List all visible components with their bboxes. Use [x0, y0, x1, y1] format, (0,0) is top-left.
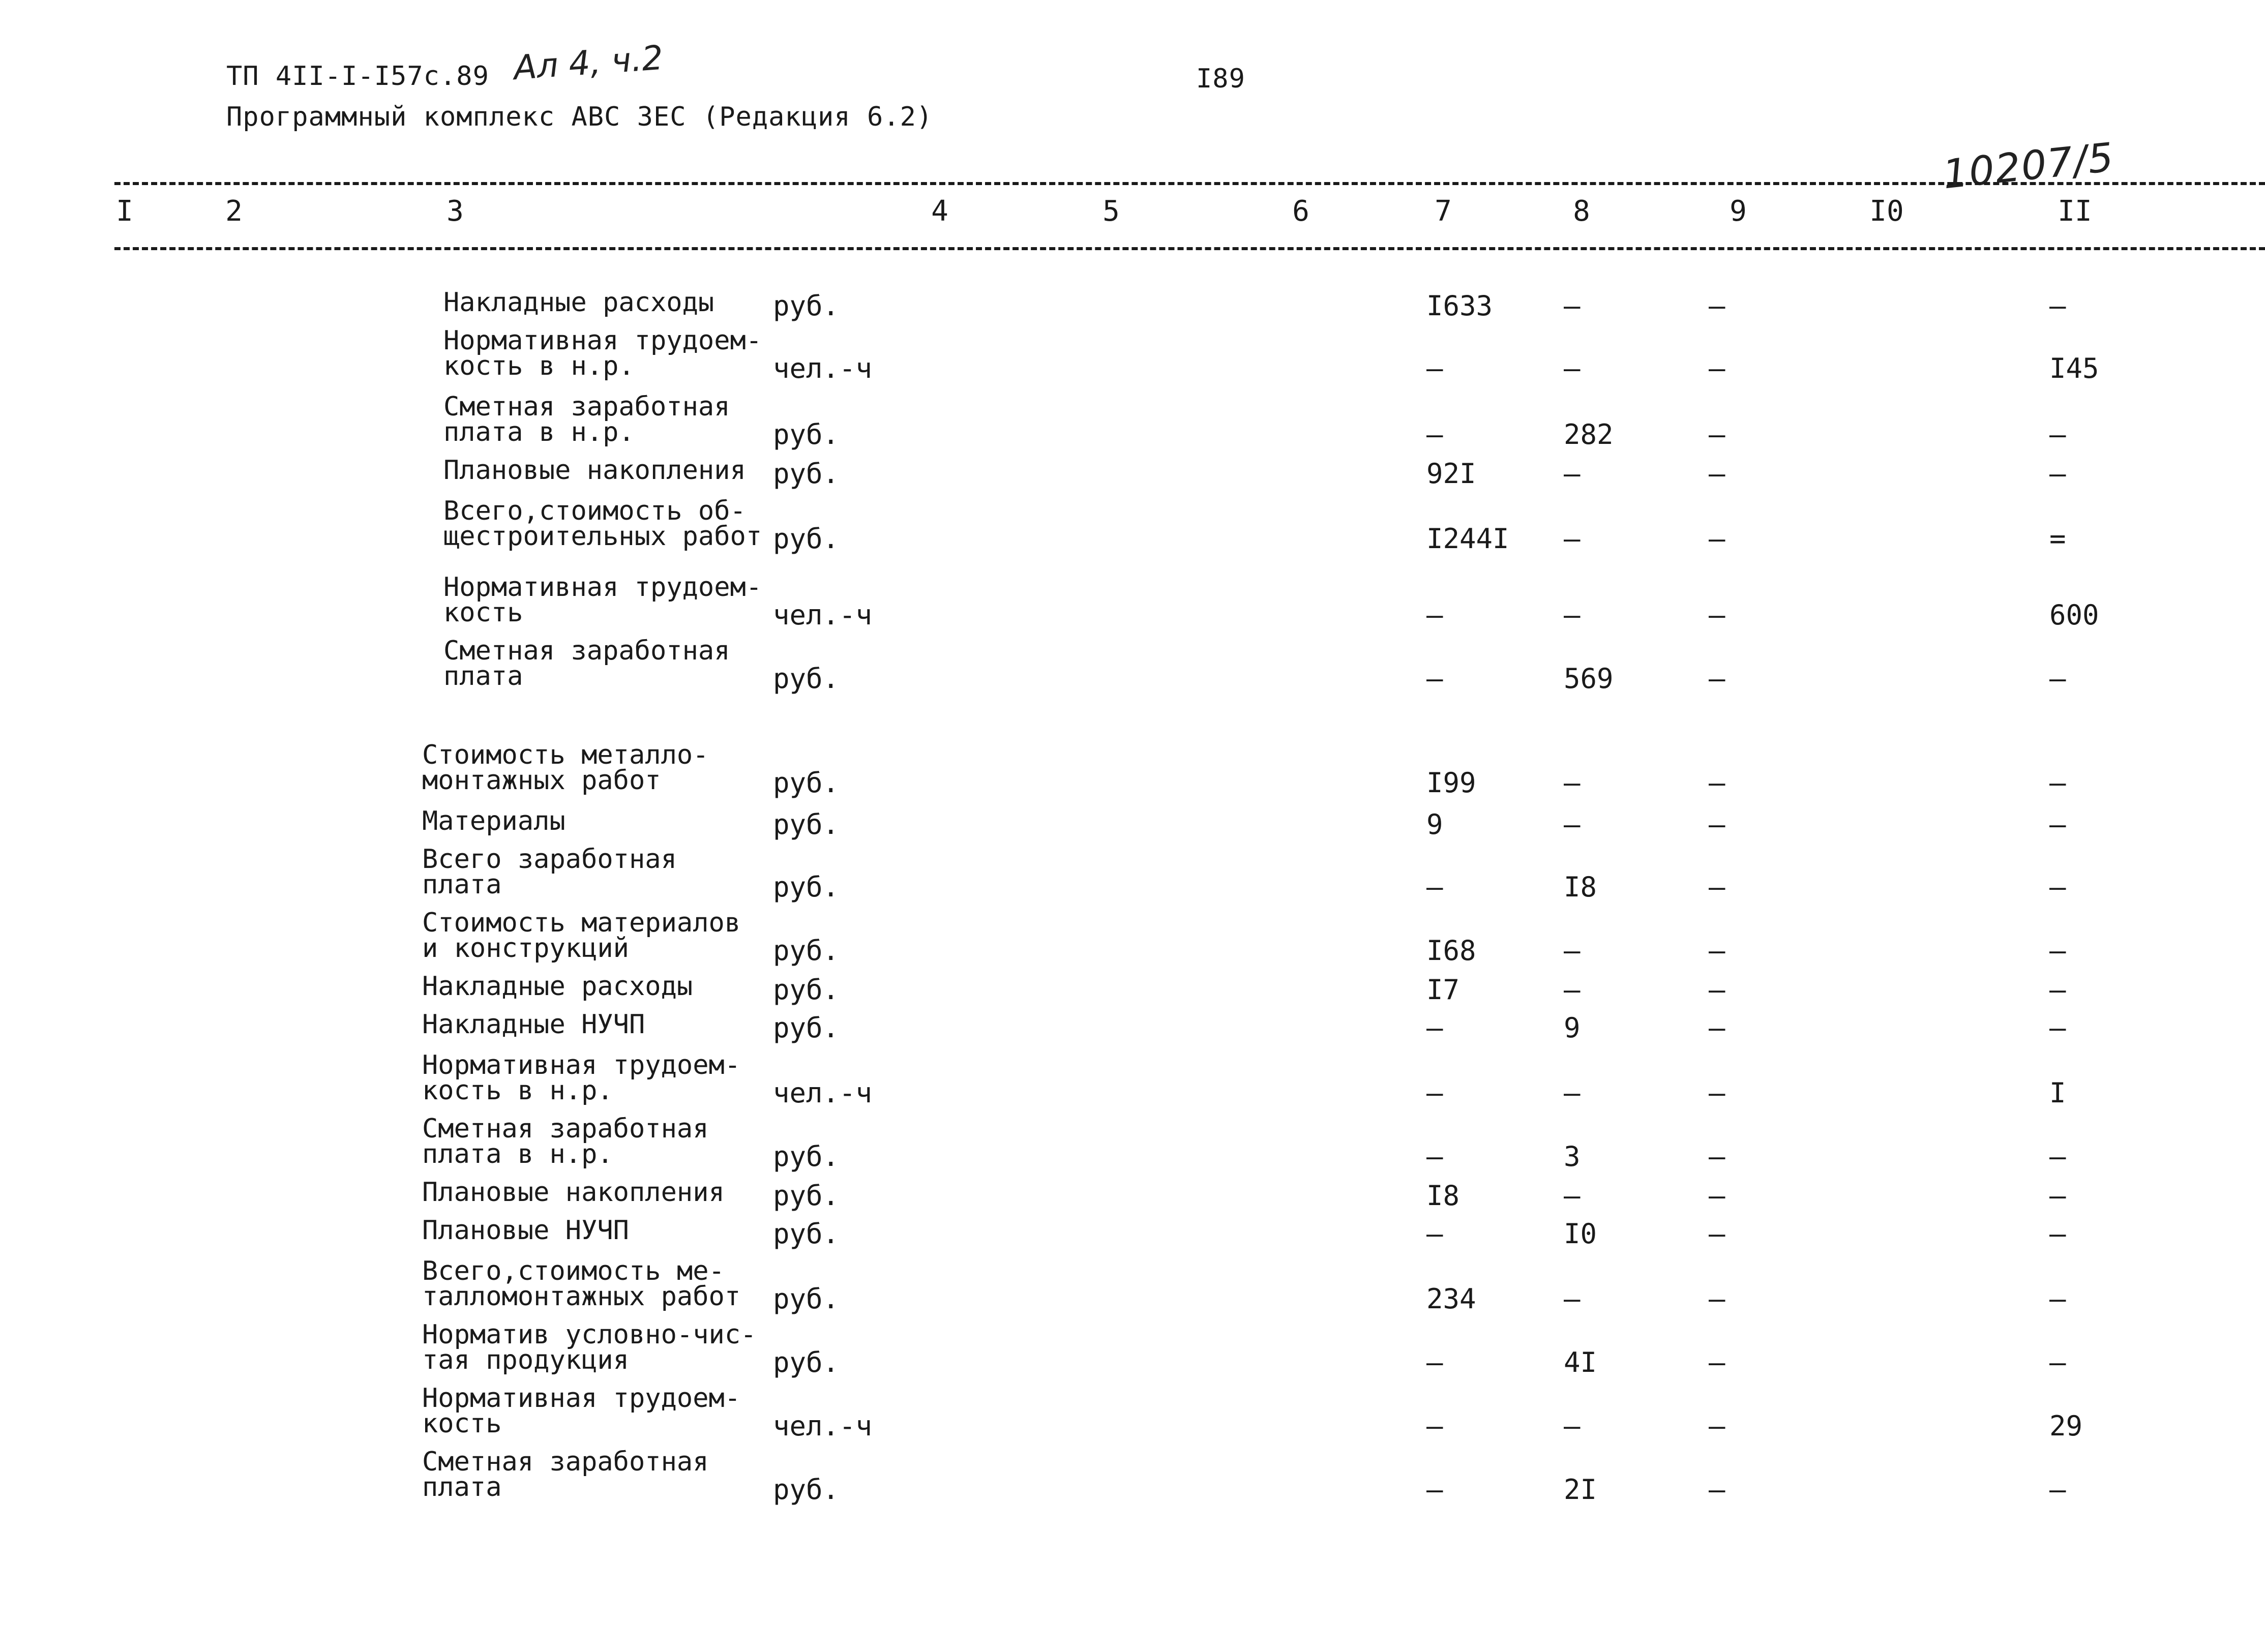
row-label: Нормативная трудоем- кость — [422, 1383, 741, 1439]
column-number: 7 — [1435, 195, 1452, 228]
value-col-7: – — [1426, 1474, 1443, 1506]
value-col-7: – — [1426, 352, 1443, 384]
value-col-11: – — [2049, 1140, 2066, 1173]
row-label: Плановые НУЧП — [422, 1215, 629, 1246]
value-col-7: 92I — [1426, 458, 1476, 490]
row-unit: руб. — [773, 1474, 840, 1506]
row-label: Норматив условно-чис- тая продукция — [422, 1319, 757, 1375]
row-unit: руб. — [773, 1218, 840, 1250]
row-label: Накладные расходы — [443, 287, 714, 318]
table-row — [0, 1116, 2265, 1177]
value-col-7: I7 — [1426, 974, 1460, 1006]
value-col-11: – — [2049, 290, 2066, 322]
row-unit: руб. — [773, 974, 840, 1006]
value-col-7: – — [1426, 418, 1443, 450]
row-label: Материалы — [422, 806, 565, 836]
value-col-8: – — [1564, 974, 1581, 1006]
value-col-9: – — [1709, 1180, 1725, 1212]
value-col-11: – — [2049, 767, 2066, 799]
table-row — [0, 1050, 2265, 1114]
value-col-8: – — [1564, 1180, 1581, 1212]
column-number: 4 — [931, 195, 948, 228]
value-col-9: – — [1709, 523, 1725, 555]
value-col-11: – — [2049, 974, 2066, 1006]
value-col-9: – — [1709, 1218, 1725, 1250]
value-col-8: I0 — [1564, 1218, 1597, 1250]
value-col-9: – — [1709, 1474, 1725, 1506]
handwritten-reference: 10207/5 — [1941, 134, 2117, 198]
row-label: Сметная заработная плата — [422, 1447, 709, 1503]
value-col-11: – — [2049, 808, 2066, 840]
row-label: Нормативная трудоем- кость в н.р. — [443, 325, 762, 381]
row-label: Плановые накопления — [443, 455, 746, 486]
value-col-7: I68 — [1426, 935, 1476, 967]
value-col-7: I244I — [1426, 523, 1509, 555]
value-col-7: – — [1426, 1140, 1443, 1173]
column-number: I0 — [1869, 195, 1904, 228]
value-col-11: – — [2049, 1012, 2066, 1044]
value-col-8: 569 — [1564, 663, 1614, 695]
value-col-8: 282 — [1564, 418, 1614, 450]
value-col-9: – — [1709, 599, 1725, 631]
row-unit: руб. — [773, 663, 840, 695]
value-col-7: – — [1426, 1012, 1443, 1044]
row-unit: руб. — [773, 767, 840, 799]
value-col-11: – — [2049, 1283, 2066, 1315]
value-col-7: – — [1426, 871, 1443, 903]
value-col-7: – — [1426, 1346, 1443, 1378]
column-number: 8 — [1573, 195, 1590, 228]
row-unit: руб. — [773, 1180, 840, 1212]
value-col-9: – — [1709, 871, 1725, 903]
table-row — [0, 1258, 2265, 1319]
document-code: ТП 4II-I-I57с.89 — [226, 61, 489, 92]
column-number: 6 — [1292, 195, 1309, 228]
value-col-9: – — [1709, 418, 1725, 450]
row-unit: чел.-ч — [773, 1410, 873, 1442]
table-row — [0, 1383, 2265, 1447]
row-label: Нормативная трудоем- кость в н.р. — [422, 1050, 741, 1106]
value-col-9: – — [1709, 290, 1725, 322]
value-col-11: – — [2049, 663, 2066, 695]
table-row — [0, 1319, 2265, 1383]
page-number: I89 — [1196, 64, 1245, 94]
value-col-11: 600 — [2049, 599, 2099, 631]
value-col-11: I — [2049, 1077, 2066, 1109]
row-unit: руб. — [773, 523, 840, 555]
value-col-11: 29 — [2049, 1410, 2083, 1442]
table-row — [0, 638, 2265, 699]
value-col-7: I8 — [1426, 1180, 1460, 1212]
value-col-8: – — [1564, 523, 1581, 555]
row-unit: руб. — [773, 871, 840, 903]
row-unit: руб. — [773, 418, 840, 450]
value-col-11: – — [2049, 1218, 2066, 1250]
value-col-8: – — [1564, 290, 1581, 322]
table-row — [0, 1449, 2265, 1510]
value-col-8: 9 — [1564, 1012, 1581, 1044]
value-col-9: – — [1709, 935, 1725, 967]
row-label: Всего заработная плата — [422, 844, 677, 900]
row-unit: руб. — [773, 290, 840, 322]
row-label: Накладные НУЧП — [422, 1009, 645, 1040]
table-row — [0, 325, 2265, 389]
row-unit: руб. — [773, 458, 840, 490]
row-label: Сметная заработная плата — [443, 636, 730, 692]
row-unit: руб. — [773, 1012, 840, 1044]
value-col-8: – — [1564, 935, 1581, 967]
column-number: 5 — [1102, 195, 1120, 228]
value-col-8: 2I — [1564, 1474, 1597, 1506]
table-row — [0, 394, 2265, 455]
value-col-8: – — [1564, 1077, 1581, 1109]
row-label: Сметная заработная плата в н.р. — [422, 1114, 709, 1169]
value-col-11: – — [2049, 1180, 2066, 1212]
value-col-7: – — [1426, 663, 1443, 695]
value-col-8: – — [1564, 458, 1581, 490]
table-row — [0, 910, 2265, 971]
row-unit: чел.-ч — [773, 599, 873, 631]
value-col-9: – — [1709, 352, 1725, 384]
value-col-8: – — [1564, 1283, 1581, 1315]
value-col-8: – — [1564, 808, 1581, 840]
row-unit: руб. — [773, 1140, 840, 1173]
value-col-11: I45 — [2049, 352, 2099, 384]
column-number: 2 — [225, 195, 243, 228]
value-col-7: 234 — [1426, 1283, 1476, 1315]
value-col-9: – — [1709, 1410, 1725, 1442]
value-col-7: I633 — [1426, 290, 1493, 322]
column-number: I — [116, 195, 133, 228]
value-col-9: – — [1709, 1077, 1725, 1109]
table-row — [0, 742, 2265, 803]
row-label: Стоимость материалов и конструкций — [422, 908, 741, 964]
row-unit: руб. — [773, 808, 840, 840]
row-label: Стоимость металло- монтажных работ — [422, 740, 709, 796]
value-col-9: – — [1709, 974, 1725, 1006]
value-col-7: – — [1426, 599, 1443, 631]
row-label: Накладные расходы — [422, 971, 693, 1002]
row-label: Всего,стоимость об- щестроительных работ — [443, 496, 762, 552]
table-row — [0, 572, 2265, 636]
value-col-11: – — [2049, 418, 2066, 450]
value-col-11: – — [2049, 1474, 2066, 1506]
value-col-9: – — [1709, 1346, 1725, 1378]
handwritten-note: Ал 4, ч.2 — [512, 38, 665, 88]
column-number: 3 — [446, 195, 464, 228]
row-label: Сметная заработная плата в н.р. — [443, 392, 730, 447]
column-number: 9 — [1730, 195, 1747, 228]
row-unit: руб. — [773, 1346, 840, 1378]
column-number: II — [2058, 195, 2092, 228]
value-col-9: – — [1709, 458, 1725, 490]
value-col-8: I8 — [1564, 871, 1597, 903]
value-col-8: 4I — [1564, 1346, 1597, 1378]
value-col-9: – — [1709, 1012, 1725, 1044]
value-col-11: – — [2049, 458, 2066, 490]
value-col-8: – — [1564, 767, 1581, 799]
value-col-11: – — [2049, 871, 2066, 903]
value-col-7: – — [1426, 1218, 1443, 1250]
value-col-7: I99 — [1426, 767, 1476, 799]
header-rule-bottom — [114, 247, 2265, 250]
value-col-7: 9 — [1426, 808, 1443, 840]
value-col-9: – — [1709, 663, 1725, 695]
value-col-11: – — [2049, 1346, 2066, 1378]
value-col-7: – — [1426, 1077, 1443, 1109]
header-rule-top — [114, 182, 2265, 185]
row-label: Всего,стоимость ме- талломонтажных работ — [422, 1256, 741, 1312]
value-col-11: = — [2049, 523, 2066, 555]
value-col-8: – — [1564, 1410, 1581, 1442]
row-unit: чел.-ч — [773, 1077, 873, 1109]
value-col-11: – — [2049, 935, 2066, 967]
table-row — [0, 498, 2265, 559]
row-label: Плановые накопления — [422, 1177, 725, 1208]
table-row — [0, 844, 2265, 908]
value-col-9: – — [1709, 1283, 1725, 1315]
value-col-8: – — [1564, 352, 1581, 384]
value-col-9: – — [1709, 1140, 1725, 1173]
value-col-8: – — [1564, 599, 1581, 631]
row-unit: руб. — [773, 935, 840, 967]
value-col-9: – — [1709, 808, 1725, 840]
value-col-7: – — [1426, 1410, 1443, 1442]
value-col-8: 3 — [1564, 1140, 1581, 1173]
row-unit: чел.-ч — [773, 352, 873, 384]
value-col-9: – — [1709, 767, 1725, 799]
row-label: Нормативная трудоем- кость — [443, 572, 762, 628]
program-title: Программный комплекс АВС ЗЕС (Редакция 6.2) — [226, 102, 933, 132]
row-unit: руб. — [773, 1283, 840, 1315]
